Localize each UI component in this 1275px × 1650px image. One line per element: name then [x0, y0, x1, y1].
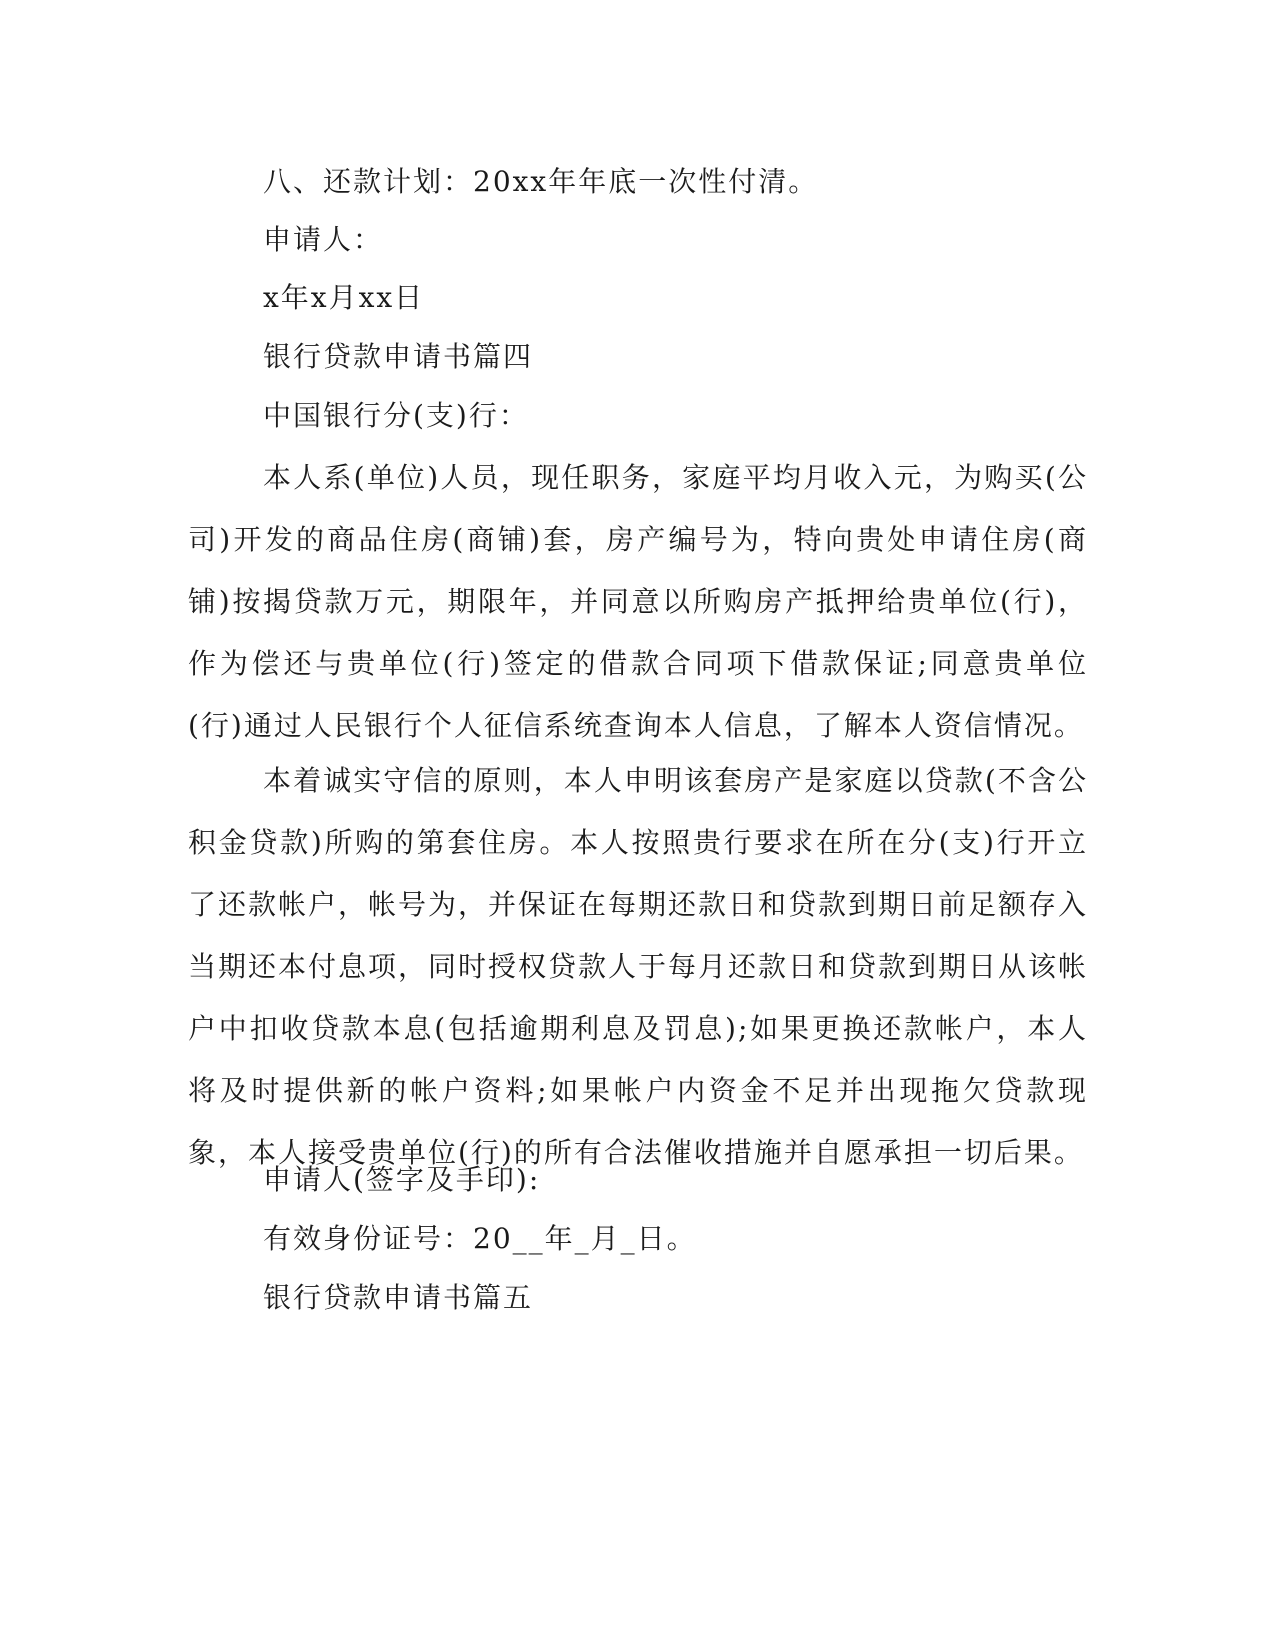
- id-number-line: 有效身份证号：20__年_月_日。: [263, 1222, 697, 1255]
- paragraph-loan-request: 本人系(单位)人员，现任职务，家庭平均月收入元，为购买(公司)开发的商品住房(商铺)套，房产编号为，特向贵处申请住房(商铺)按揭贷款万元，期限年，并同意以所购房产抵押给贵单位(行)，作为偿还与贵单位(行)签定的借款合同项下借款保证;同意贵单位(行)通过人民银行个人征信系统查询本人信息，了解本人资信情况。: [188, 461, 1088, 742]
- applicant-label: 申请人：: [263, 223, 384, 256]
- repayment-plan-line: 八、还款计划：20xx年年底一次性付清。: [263, 165, 819, 198]
- paragraph-good-faith-declaration: 本着诚实守信的原则，本人申明该套房产是家庭以贷款(不含公积金贷款)所购的第套住房。本人按照贵行要求在所在分(支)行开立了还款帐户，帐号为，并保证在每期还款日和贷款到期日前足额存入当期还本付息项，同时授权贷款人于每月还款日和贷款到期日从该帐户中扣收贷款本息(包括逾期利息及罚息);如果更换还款帐户，本人将及时提供新的帐户资料;如果帐户内资金不足并出现拖欠贷款现象，本人接受贵单位(行)的所有合法催收措施并自愿承担一切后果。: [188, 764, 1089, 1169]
- signature-label: 申请人(签字及手印):: [263, 1163, 541, 1196]
- section-four-title: 银行贷款申请书篇四: [263, 340, 534, 373]
- section-five-title: 银行贷款申请书篇五: [263, 1281, 534, 1314]
- addressee-line: 中国银行分(支)行：: [263, 399, 529, 432]
- date-line: x年x月xx日: [263, 281, 425, 314]
